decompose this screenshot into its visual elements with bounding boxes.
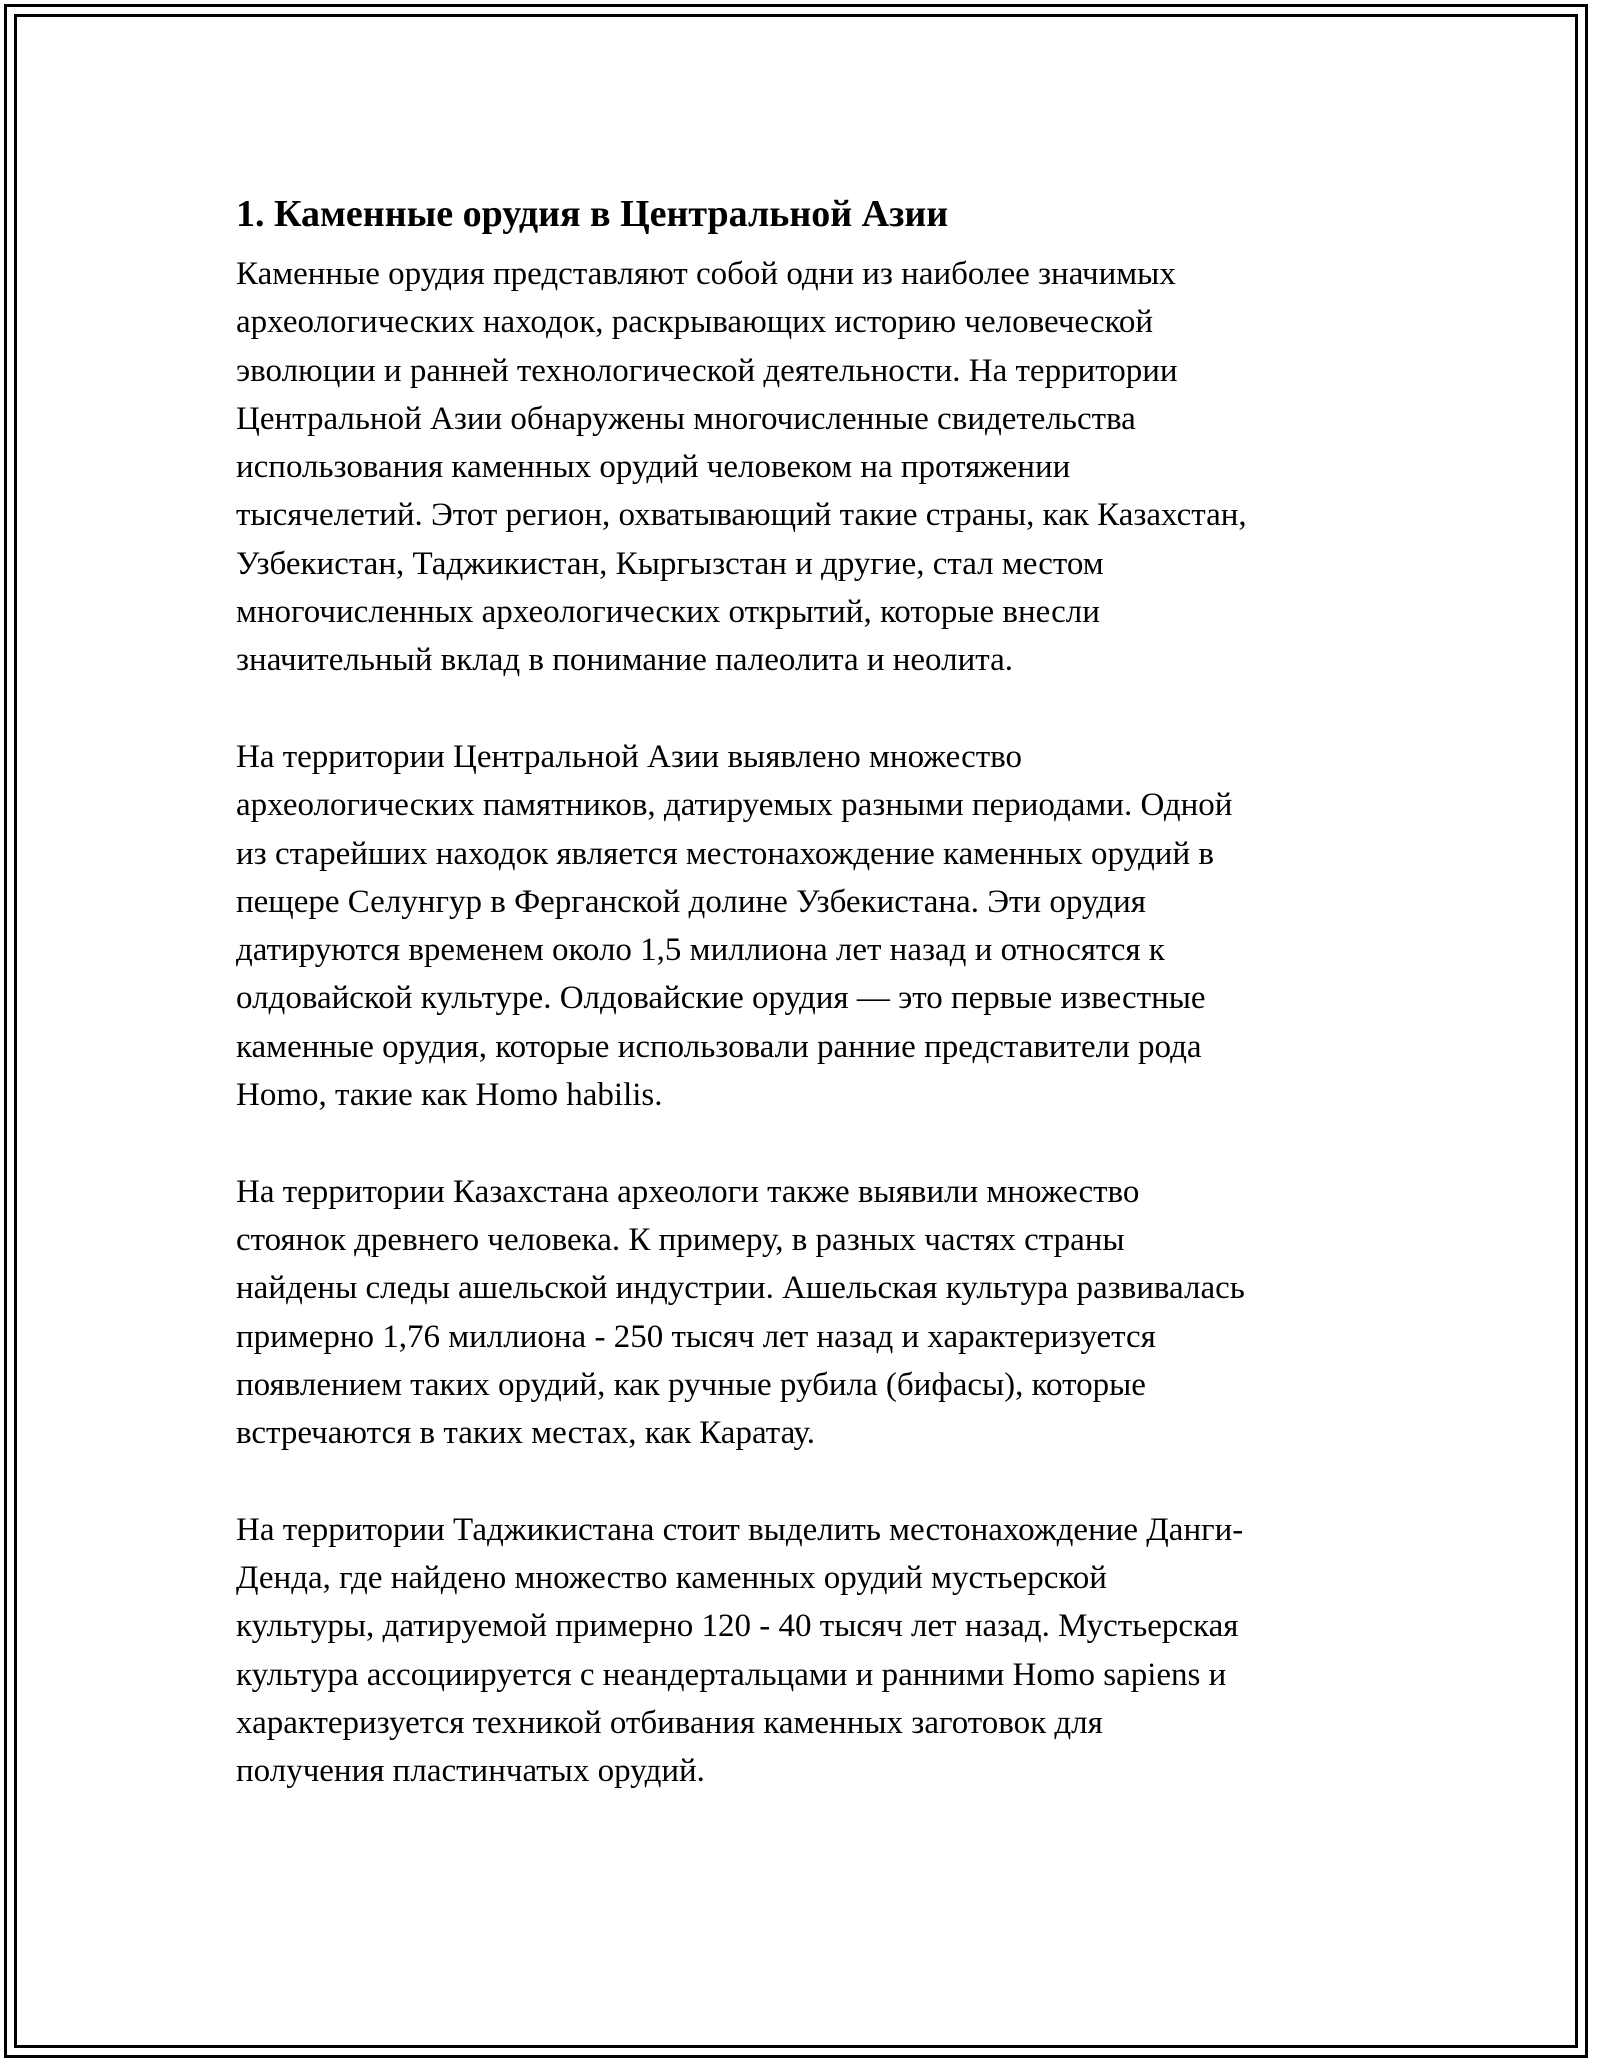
paragraph-2: На территории Центральной Азии выявлено множество археологических памятников, датируемых разными периодами. Одной из старейших находок является местонахождение каменных орудий в пещере Селунгур в Ферганской долине Узбекистана. Эти орудия датируются временем около 1,5 миллиона лет назад и относятся к олдовайской культуре. Олдовайские орудия — это первые известные каменные орудия, которые использовали ранние представители рода Homo, такие как Homo habilis. bbox=[236, 738, 1233, 1114]
paragraph-3: На территории Казахстана археологи также выявили множество стоянок древнего человека. К примеру, в разных частях страны найдены следы ашельской индустрии. Ашельская культура развивалась примерно 1,76 миллиона - 250 тысяч лет назад и характеризуется появлением таких орудий, как ручные рубила (бифасы), которые встречаются в таких местах, как Каратау. bbox=[236, 1173, 1245, 1452]
section-heading: 1. Каменные орудия в Центральной Азии bbox=[236, 193, 949, 235]
paragraph-4: На территории Таджикистана стоит выделить местонахождение Данги- Денда, где найдено множество каменных орудий мустьерской культуры, датируемой примерно 120 - 40 тысяч лет назад. Мустьерская культура ассоциируется с неандертальцами и ранними Homo sapiens и характеризуется техникой отбивания каменных заготовок для получения пластинчатых орудий. bbox=[236, 1511, 1244, 1790]
paragraph-1: Каменные орудия представляют собой одни из наиболее значимых археологических находок, раскрывающих историю человеческой эволюции и ранней технологической деятельности. На территории Центральной Азии обнаружены многочисленные свидетельства использования каменных орудий человеком на протяжении тысячелетий. Этот регион, охватывающий такие страны, как Казахстан, Узбекистан, Таджикистан, Кыргызстан и другие, стал местом многочисленных археологических открытий, которые внесли значительный вклад в понимание палеолита и неолита. bbox=[236, 256, 1247, 679]
document-body bbox=[236, 186, 1368, 1796]
